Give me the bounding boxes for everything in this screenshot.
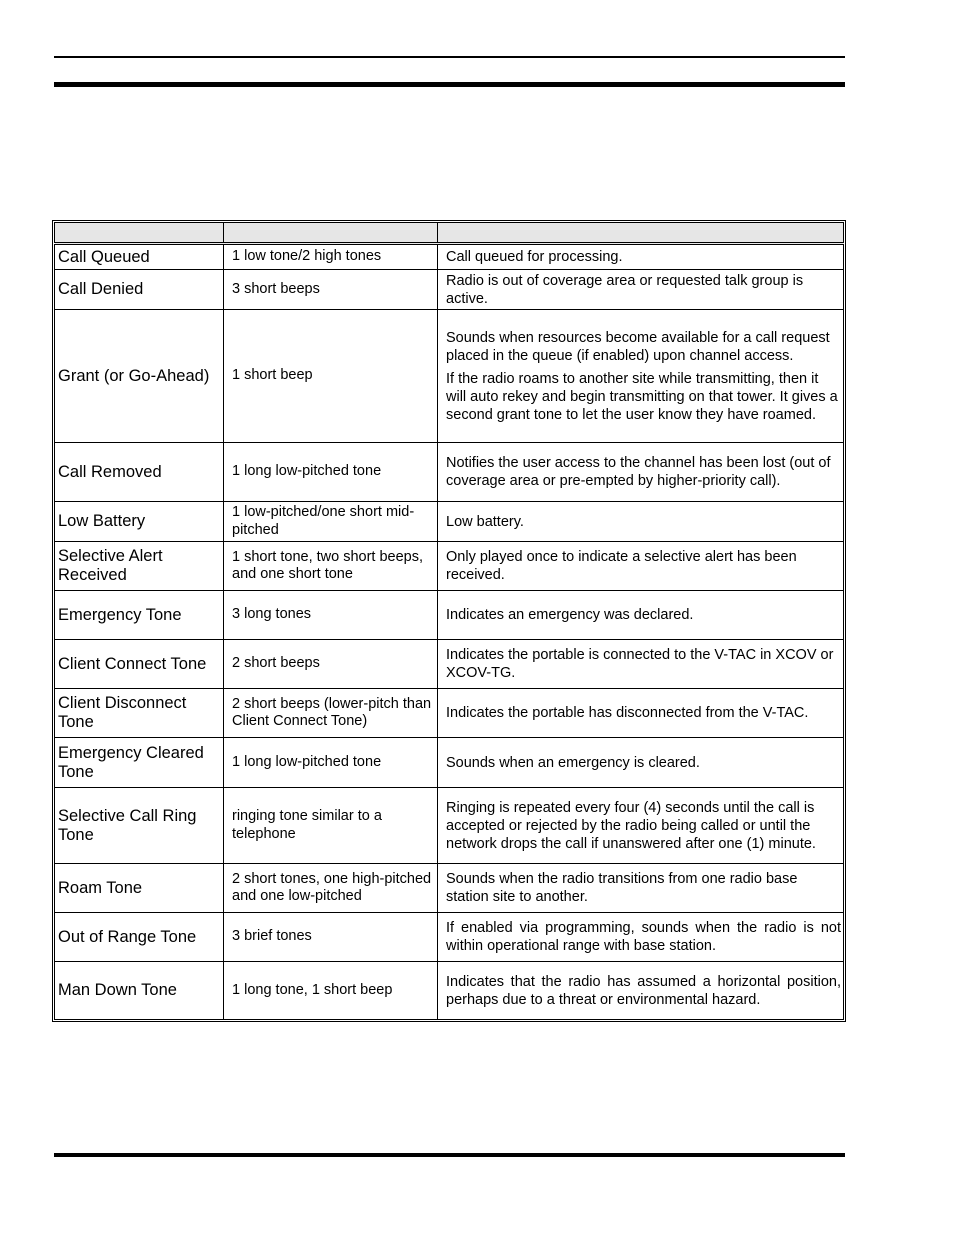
tone-name-cell: Man Down Tone	[55, 962, 224, 1020]
table-row	[55, 542, 844, 591]
table-row	[55, 502, 844, 542]
header-rule-thin	[54, 56, 845, 58]
tone-description-cell	[438, 738, 844, 788]
table-row	[55, 310, 844, 443]
table-row	[55, 962, 844, 1020]
tone-description-cell	[438, 244, 844, 270]
description-paragraph: Sounds when resources become available for a call request placed in the queue (if enabled) upon channel access.	[446, 329, 830, 364]
tone-sound-cell: ringing tone similar to a telephone	[224, 788, 438, 864]
alert-tones-table	[52, 220, 846, 1022]
tone-description-cell	[438, 864, 844, 913]
tone-description-cell	[438, 913, 844, 962]
tone-sound-cell: 2 short tones, one high-pitched and one low-pitched	[224, 864, 438, 913]
tone-description-cell	[438, 443, 844, 502]
description-paragraph: Ringing is repeated every four (4) seconds until the call is accepted or rejected by the radio being called or until the network drops the call if unanswered after one (1) minute.	[446, 799, 816, 852]
tone-sound-cell: 1 long tone, 1 short beep	[224, 962, 438, 1020]
header-rule-thick	[54, 82, 845, 87]
table-row	[55, 270, 844, 310]
header-cell-tone	[55, 223, 224, 244]
description-paragraph: Indicates an emergency was declared.	[446, 607, 694, 623]
tone-name-cell: Client Connect Tone	[55, 640, 224, 689]
header-cell-sound	[224, 223, 438, 244]
description-paragraph: Only played once to indicate a selective alert has been received.	[446, 549, 797, 583]
tone-name-cell: Call Denied	[55, 270, 224, 310]
tone-name-cell: Call Removed	[55, 443, 224, 502]
tone-name-cell: Call Queued	[55, 244, 224, 270]
tone-description-cell	[438, 310, 844, 443]
tone-sound-cell: 3 brief tones	[224, 913, 438, 962]
tone-sound-cell: 3 short beeps	[224, 270, 438, 310]
tone-sound-cell: 2 short beeps (lower-pitch than Client Connect Tone)	[224, 689, 438, 738]
table-row	[55, 640, 844, 689]
table-row	[55, 913, 844, 962]
description-paragraph: Indicates the portable is connected to the V-TAC in XCOV or XCOV-TG.	[446, 647, 834, 681]
footer-rule	[54, 1153, 845, 1157]
description-paragraph: Low battery.	[446, 513, 524, 530]
tone-sound-cell: 1 low-pitched/one short mid-pitched	[224, 502, 438, 542]
tone-description-cell	[438, 788, 844, 864]
tone-name-cell: Emergency Tone	[55, 591, 224, 640]
table-row	[55, 689, 844, 738]
tone-description-cell	[438, 591, 844, 640]
tone-sound-cell: 1 short tone, two short beeps, and one short tone	[224, 542, 438, 591]
tone-name-cell: Low Battery	[55, 502, 224, 542]
tone-name-cell: Grant (or Go-Ahead)	[55, 310, 224, 443]
tone-sound-cell: 1 long low-pitched tone	[224, 738, 438, 788]
tone-description-cell	[438, 689, 844, 738]
description-paragraph: Indicates that the radio has assumed a horizontal position, perhaps due to a threat or environmental hazard.	[446, 973, 841, 1008]
tone-name-cell: Out of Range Tone	[55, 913, 224, 962]
tone-name-cell: Selective Alert Received	[55, 542, 224, 591]
table-row	[55, 738, 844, 788]
description-paragraph: Sounds when an emergency is cleared.	[446, 754, 700, 771]
tone-sound-cell: 3 long tones	[224, 591, 438, 640]
table-header-row	[55, 223, 844, 244]
table-row	[55, 788, 844, 864]
tone-name-cell: Emergency Cleared Tone	[55, 738, 224, 788]
table-row	[55, 244, 844, 270]
description-paragraph: Sounds when the radio transitions from one radio base station site to another.	[446, 871, 798, 905]
description-paragraph: Indicates the portable has disconnected from the V-TAC.	[446, 705, 809, 721]
tone-name-cell: Roam Tone	[55, 864, 224, 913]
tone-name-cell: Selective Call Ring Tone	[55, 788, 224, 864]
description-paragraph: If the radio roams to another site while transmitting, then it will auto rekey and begin transmitting on that tower. It gives a second grant tone to let the user know they have roamed.	[446, 370, 838, 423]
tone-description-cell	[438, 962, 844, 1020]
header-cell-description	[438, 223, 844, 244]
description-paragraph: Notifies the user access to the channel has been lost (out of coverage area or pre-empted by higher-priority call).	[446, 455, 831, 489]
tone-name-cell: Client Disconnect Tone	[55, 689, 224, 738]
table-row	[55, 864, 844, 913]
description-paragraph: Call queued for processing.	[446, 249, 623, 265]
tone-sound-cell: 1 short beep	[224, 310, 438, 443]
tone-sound-cell: 1 low tone/2 high tones	[224, 244, 438, 270]
tone-description-cell	[438, 542, 844, 591]
description-paragraph: Radio is out of coverage area or requested talk group is active.	[446, 272, 804, 307]
tone-sound-cell: 2 short beeps	[224, 640, 438, 689]
tone-description-cell	[438, 502, 844, 542]
table-row	[55, 591, 844, 640]
tone-description-cell	[438, 270, 844, 310]
description-paragraph: If enabled via programming, sounds when the radio is not within operational range with base station.	[446, 920, 841, 954]
table-row	[55, 443, 844, 502]
tone-description-cell	[438, 640, 844, 689]
tone-sound-cell: 1 long low-pitched tone	[224, 443, 438, 502]
table-body	[55, 244, 844, 1020]
